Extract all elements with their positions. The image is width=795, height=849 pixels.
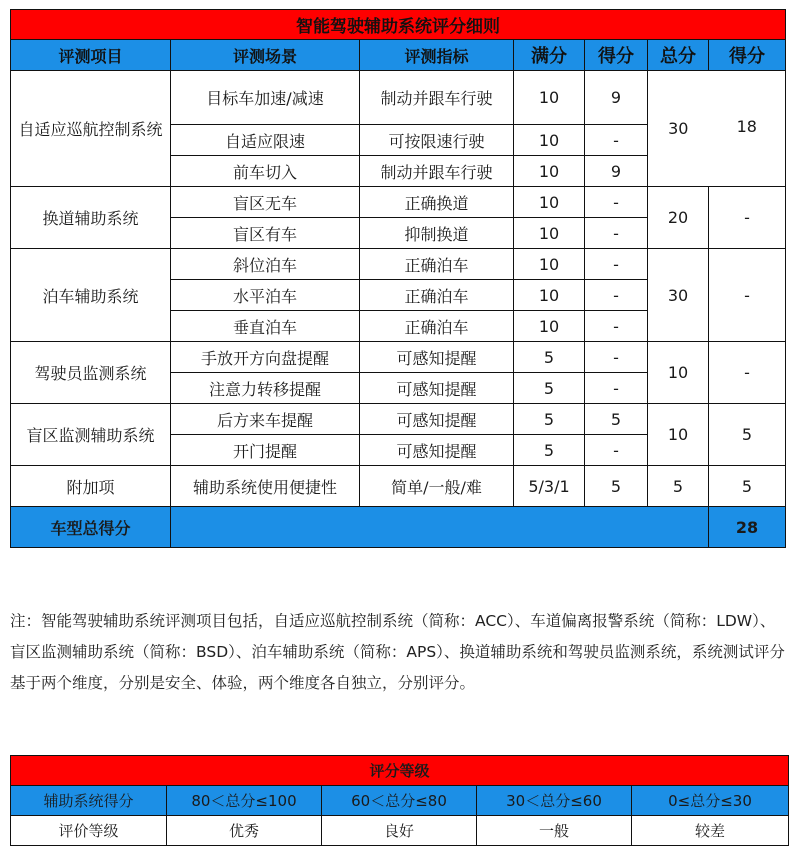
metric-cell: 可感知提醒 [360,404,514,435]
project-cell: 换道辅助系统 [11,187,171,249]
grade-range: 30＜总分≤60 [477,786,632,816]
table-title: 智能驾驶辅助系统评分细则 [11,10,786,40]
grade-row [11,816,789,846]
total-cell: 20 [648,187,709,249]
metric-cell: 制动并跟车行驶 [360,156,514,187]
full-score-cell: 5/3/1 [514,466,585,507]
scene-cell: 注意力转移提醒 [171,373,360,404]
score-cell: 9 [585,156,648,187]
score-cell: 5 [585,404,648,435]
metric-cell: 简单/一般/难 [360,466,514,507]
grade-header-row [11,786,789,816]
grade-level: 优秀 [167,816,322,846]
metric-cell: 可按限速行驶 [360,125,514,156]
scene-cell: 盲区无车 [171,187,360,218]
group-score-cell: 5 [709,404,786,466]
header-score: 得分 [585,40,648,71]
header-full-score: 满分 [514,40,585,71]
scene-cell: 开门提醒 [171,435,360,466]
total-blank [171,507,709,548]
grade-level: 良好 [322,816,477,846]
group-score-cell: 18 [709,71,786,187]
table-row [11,404,786,435]
grade-row-label: 评价等级 [11,816,167,846]
metric-cell: 正确泊车 [360,280,514,311]
full-score-cell: 10 [514,280,585,311]
project-cell: 驾驶员监测系统 [11,342,171,404]
full-score-cell: 5 [514,435,585,466]
scene-cell: 手放开方向盘提醒 [171,342,360,373]
metric-cell: 正确泊车 [360,311,514,342]
full-score-cell: 10 [514,249,585,280]
metric-cell: 制动并跟车行驶 [360,71,514,125]
scoring-table [10,9,786,548]
total-value: 28 [709,507,786,548]
project-cell: 自适应巡航控制系统 [11,71,171,187]
full-score-cell: 5 [514,404,585,435]
score-cell: - [585,311,648,342]
scene-cell: 水平泊车 [171,280,360,311]
metric-cell: 可感知提醒 [360,342,514,373]
scene-cell: 前车切入 [171,156,360,187]
grade-level: 较差 [632,816,789,846]
table-row [11,187,786,218]
total-cell: 30 [648,249,709,342]
project-cell: 泊车辅助系统 [11,249,171,342]
full-score-cell: 10 [514,125,585,156]
score-cell: - [585,125,648,156]
total-label: 车型总得分 [11,507,171,548]
scene-cell: 目标车加速/减速 [171,71,360,125]
metric-cell: 正确泊车 [360,249,514,280]
header-row [11,40,786,71]
table-row [11,249,786,280]
grade-table [10,755,789,846]
full-score-cell: 10 [514,187,585,218]
metric-cell: 抑制换道 [360,218,514,249]
score-cell: - [585,280,648,311]
scene-cell: 斜位泊车 [171,249,360,280]
score-cell: - [585,218,648,249]
grade-level: 一般 [477,816,632,846]
full-score-cell: 10 [514,218,585,249]
score-cell: 9 [585,71,648,125]
grade-table-title: 评分等级 [11,756,789,786]
full-score-cell: 10 [514,71,585,125]
group-score-cell: - [709,187,786,249]
scene-cell: 后方来车提醒 [171,404,360,435]
metric-cell: 可感知提醒 [360,435,514,466]
full-score-cell: 5 [514,373,585,404]
score-cell: - [585,249,648,280]
header-project: 评测项目 [11,40,171,71]
header-final-score: 得分 [709,40,786,71]
metric-cell: 可感知提醒 [360,373,514,404]
header-total: 总分 [648,40,709,71]
scene-cell: 盲区有车 [171,218,360,249]
project-cell: 附加项 [11,466,171,507]
grade-range: 0≤总分≤30 [632,786,789,816]
full-score-cell: 10 [514,156,585,187]
grade-range: 80＜总分≤100 [167,786,322,816]
group-score-cell: 5 [709,466,786,507]
full-score-cell: 10 [514,311,585,342]
score-cell: - [585,435,648,466]
metric-cell: 正确换道 [360,187,514,218]
score-cell: 5 [585,466,648,507]
scene-cell: 辅助系统使用便捷性 [171,466,360,507]
table-row [11,71,786,125]
score-cell: - [585,187,648,218]
grade-header-label: 辅助系统得分 [11,786,167,816]
score-cell: - [585,373,648,404]
table-row [11,466,786,507]
score-cell: - [585,342,648,373]
project-cell: 盲区监测辅助系统 [11,404,171,466]
table-row [11,342,786,373]
scene-cell: 垂直泊车 [171,311,360,342]
total-cell: 5 [648,466,709,507]
total-row [11,507,786,548]
group-score-cell: - [709,342,786,404]
scene-cell: 自适应限速 [171,125,360,156]
full-score-cell: 5 [514,342,585,373]
header-metric: 评测指标 [360,40,514,71]
group-score-cell: - [709,249,786,342]
total-cell: 30 [648,71,709,187]
total-cell: 10 [648,342,709,404]
footnote: 注：智能驾驶辅助系统评测项目包括，自适应巡航控制系统（简称：ACC）、车道偏离报警系统（简称：LDW）、盲区监测辅助系统（简称：BSD）、泊车辅助系统（简称：APS）、换道辅助系统和驾驶员监测系统，系统测试评分基于两个维度，分别是安全、体验，两个维度各自独立，分别评分。 [10,612,785,692]
grade-range: 60＜总分≤80 [322,786,477,816]
header-scene: 评测场景 [171,40,360,71]
total-cell: 10 [648,404,709,466]
